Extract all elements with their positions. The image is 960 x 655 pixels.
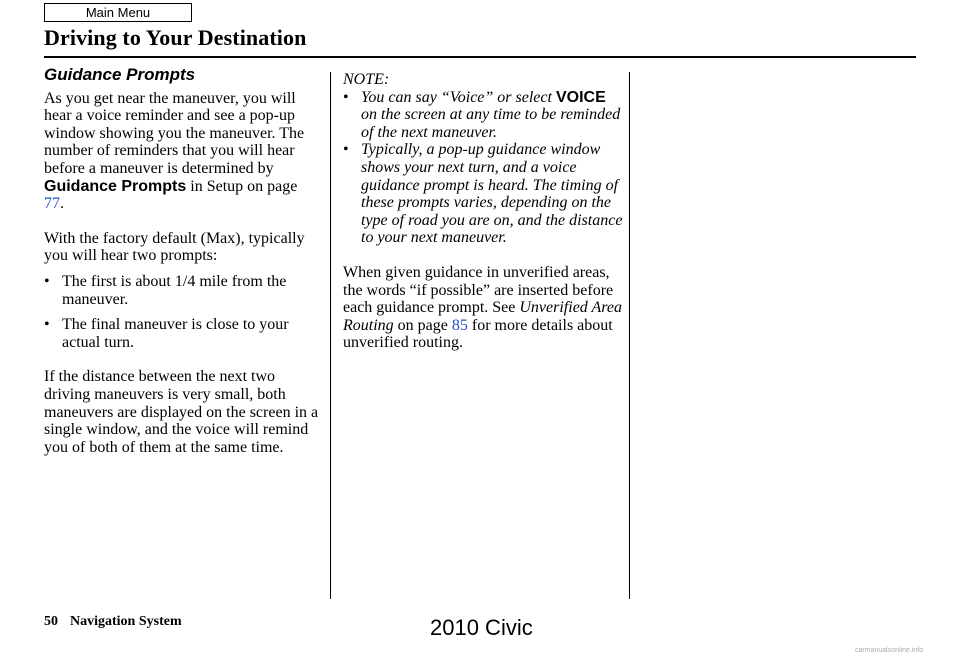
intro-paragraph: As you get near the maneuver, you will hear a voice reminder and see a pop-up window showing you the maneuver. The number of reminders that you will hear before a maneuver is determined by Guidance Prompts in Setup on page 77. (44, 89, 305, 213)
guidance-prompts-term: Guidance Prompts (44, 177, 187, 195)
manual-name: Navigation System (70, 614, 182, 629)
unverified-area-routing-reference: Unverified Area Routing (343, 299, 623, 334)
list-item: • The final maneuver is close to your actual turn. (44, 316, 289, 351)
model-label: 2010 Civic (430, 615, 533, 640)
page-85-link[interactable]: 85 (451, 316, 468, 334)
note-item: • You can say “Voice” or select VOICE on the screen at any time to be reminded of the next maneuver. (343, 88, 621, 141)
column-divider-left (330, 72, 331, 599)
unverified-areas-paragraph: When given guidance in unverified areas, the words “if possible” are inserted before each guidance prompt. See Unverified Area Routing on page 85 for more details about unverified routing. (343, 263, 623, 352)
column-divider-right (629, 72, 630, 599)
footer-page-info (44, 614, 182, 630)
left-column (44, 66, 320, 456)
distance-paragraph: If the distance between the next two driving maneuvers is very small, both maneuvers are displayed on the screen in a single window, and the voice will remind you of both of them at the same time. (44, 368, 319, 456)
page-77-link[interactable]: 77 (44, 195, 60, 213)
right-column (343, 71, 623, 352)
page-number: 50 (44, 614, 58, 629)
watermark-text: carmanualsonline.info (855, 647, 924, 654)
guidance-prompts-heading: Guidance Prompts (44, 65, 196, 84)
main-menu-button[interactable]: Main Menu (44, 3, 192, 22)
header-rule (44, 56, 916, 58)
section-title: Driving to Your Destination (44, 25, 307, 50)
note-item: • Typically, a pop-up guidance window shows your next turn, and a voice guidance prompt is heard. The timing of these prompts varies, depending on the type of road you are on, and the distance to your next maneuver. (343, 141, 623, 247)
list-item: • The first is about 1/4 mile from the maneuver. (44, 272, 287, 308)
factory-default-paragraph: With the factory default (Max), typically you will hear two prompts: (44, 229, 305, 265)
note-title: NOTE: (343, 71, 390, 88)
voice-term: VOICE (555, 88, 606, 106)
